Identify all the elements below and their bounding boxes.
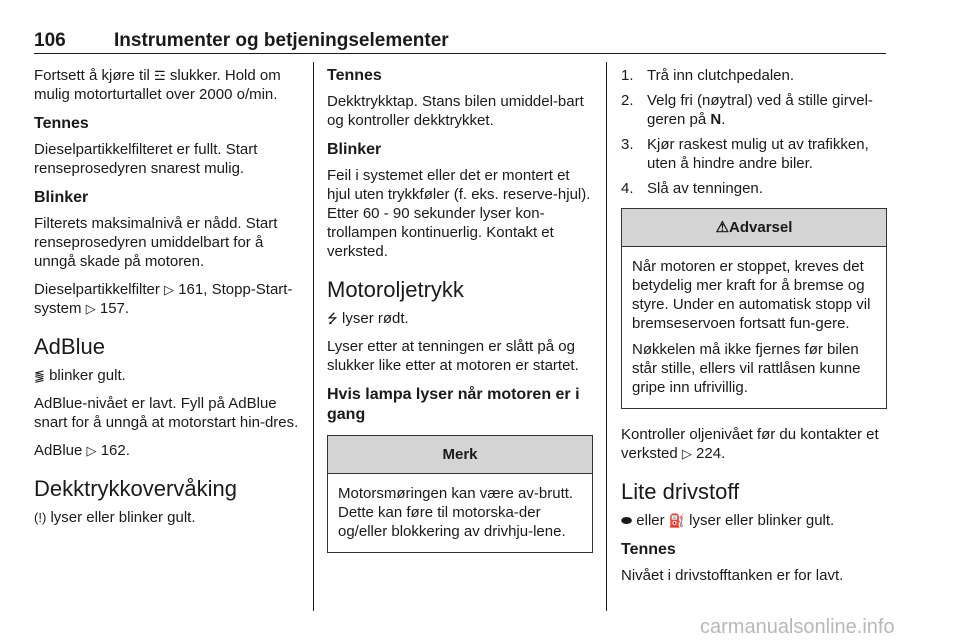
- page-ref-arrow-icon: ▷: [681, 446, 692, 461]
- column-2: [327, 66, 593, 569]
- warning-text-1: Når motoren er stoppet, kreves det betydelig mer kraft for å bremse og styre. Under en automatisk stopp vil bremseservoen fortsatt fun-gere.: [632, 258, 871, 332]
- procedure-list: [621, 66, 887, 198]
- page-title: Instrumenter og betjeningselementer: [114, 30, 449, 51]
- page-number: 106: [34, 30, 66, 51]
- warning-triangle-icon: ⚠: [715, 219, 730, 236]
- page-link-224[interactable]: 224.: [696, 445, 726, 462]
- fuel-dot-icon: ⬬: [621, 513, 633, 528]
- column-divider-1: [313, 62, 314, 611]
- tennes-paragraph: Nivået i drivstofftanken er for lavt.: [621, 567, 844, 584]
- fuel-status-line: ⬬ eller ⛽ lyser eller blinker gult.: [621, 512, 835, 529]
- oil-paragraph: Lyser etter at tenningen er slått på og slukker like etter at motoren er startet.: [327, 338, 579, 374]
- tpms-status-line: (!) lyser eller blinker gult.: [34, 509, 196, 526]
- fuel-pump-icon: ⛽: [668, 513, 685, 528]
- blinker-paragraph: Filterets maksimalnivå er nådd. Start renseprosedyren umiddelbart for å unngå skade på motoren.: [34, 215, 278, 270]
- tire-pressure-icon: (!): [34, 510, 47, 525]
- heading-blinker: Blinker: [327, 141, 382, 158]
- note-text: Motorsmøringen kan være av-brutt. Dette kan føre til motorska-der og/eller blokkering av drivhju-lene.: [338, 485, 574, 540]
- list-item: 2. Velg fri (nøytral) ved å stille girvel-geren på N.: [621, 92, 873, 128]
- tennes-paragraph: Dieselpartikkelfilteret er fullt. Start renseprosedyren snarest mulig.: [34, 141, 258, 177]
- adblue-status-line: ⪓ blinker gult.: [34, 367, 126, 384]
- list-item: 4. Slå av tenningen.: [621, 180, 763, 197]
- warning-title: Advarsel: [729, 219, 793, 236]
- watermark: carmanualsonline.info: [700, 616, 895, 638]
- blinker-paragraph: Feil i systemet eller det er montert et hjul uten trykkføler (f. eks. reserve-hjul). Etter 60 - 90 sekunder lyser kon-trollampen kontinuerlig. Kontakt et verksted.: [327, 167, 591, 260]
- heading-low-fuel: Lite drivstoff: [621, 479, 740, 504]
- heading-tennes: Tennes: [621, 541, 676, 558]
- oil-status-line: ⭍ lyser rødt.: [327, 310, 409, 327]
- note-title: Merk: [328, 436, 592, 474]
- oil-can-icon: ⭍: [327, 311, 338, 326]
- list-item: 1. Trå inn clutchpedalen.: [621, 67, 795, 84]
- cross-reference: Dieselpartikkelfilter ▷ 161, Stopp-Start-system ▷ 157.: [34, 281, 293, 317]
- heading-tennes: Tennes: [327, 67, 382, 84]
- check-oil-paragraph: Kontroller oljenivået før du kontakter et verksted ▷ 224.: [621, 426, 879, 462]
- header-divider: [34, 53, 886, 54]
- heading-blinker: Blinker: [34, 189, 89, 206]
- tennes-paragraph: Dekktrykktap. Stans bilen umiddel-bart og kontroller dekktrykket.: [327, 93, 584, 129]
- warning-box: [621, 208, 887, 409]
- page-link-157[interactable]: 157.: [99, 300, 130, 317]
- heading-oil-pressure: Motoroljetrykk: [327, 277, 464, 302]
- page-link-162[interactable]: 162.: [100, 442, 130, 459]
- adblue-paragraph: AdBlue-nivået er lavt. Fyll på AdBlue snart for å unngå at motorstart hin-dres.: [34, 395, 299, 431]
- page-ref-arrow-icon: ▷: [164, 282, 175, 297]
- heading-tpms: Dekktrykkovervåking: [34, 476, 237, 501]
- column-divider-2: [606, 62, 607, 611]
- warning-text-2: Nøkkelen må ikke fjernes før bilen står stille, ellers vil rattlåsen kunne gripe inn ufrivillig.: [632, 341, 861, 396]
- dpf-icon: ☲: [154, 68, 166, 83]
- column-1: [34, 66, 304, 536]
- heading-engine-running: Hvis lampa lyser når motoren er i gang: [327, 386, 580, 423]
- adblue-icon: ⪓: [34, 368, 45, 383]
- page-ref-arrow-icon: ▷: [86, 443, 97, 458]
- adblue-reference: AdBlue ▷ 162.: [34, 442, 130, 459]
- heading-tennes: Tennes: [34, 115, 89, 132]
- page-link-161[interactable]: 161: [178, 281, 204, 298]
- page-ref-arrow-icon: ▷: [85, 301, 96, 316]
- column-3: [621, 66, 887, 594]
- note-box: [327, 435, 593, 553]
- intro-paragraph: Fortsett å kjøre til ☲ slukker. Hold om mulig motorturtallet over 2000 o/min.: [34, 67, 281, 103]
- heading-adblue: AdBlue: [34, 334, 105, 359]
- list-item: 3. Kjør raskest mulig ut av trafikken, uten å hindre andre biler.: [621, 136, 869, 172]
